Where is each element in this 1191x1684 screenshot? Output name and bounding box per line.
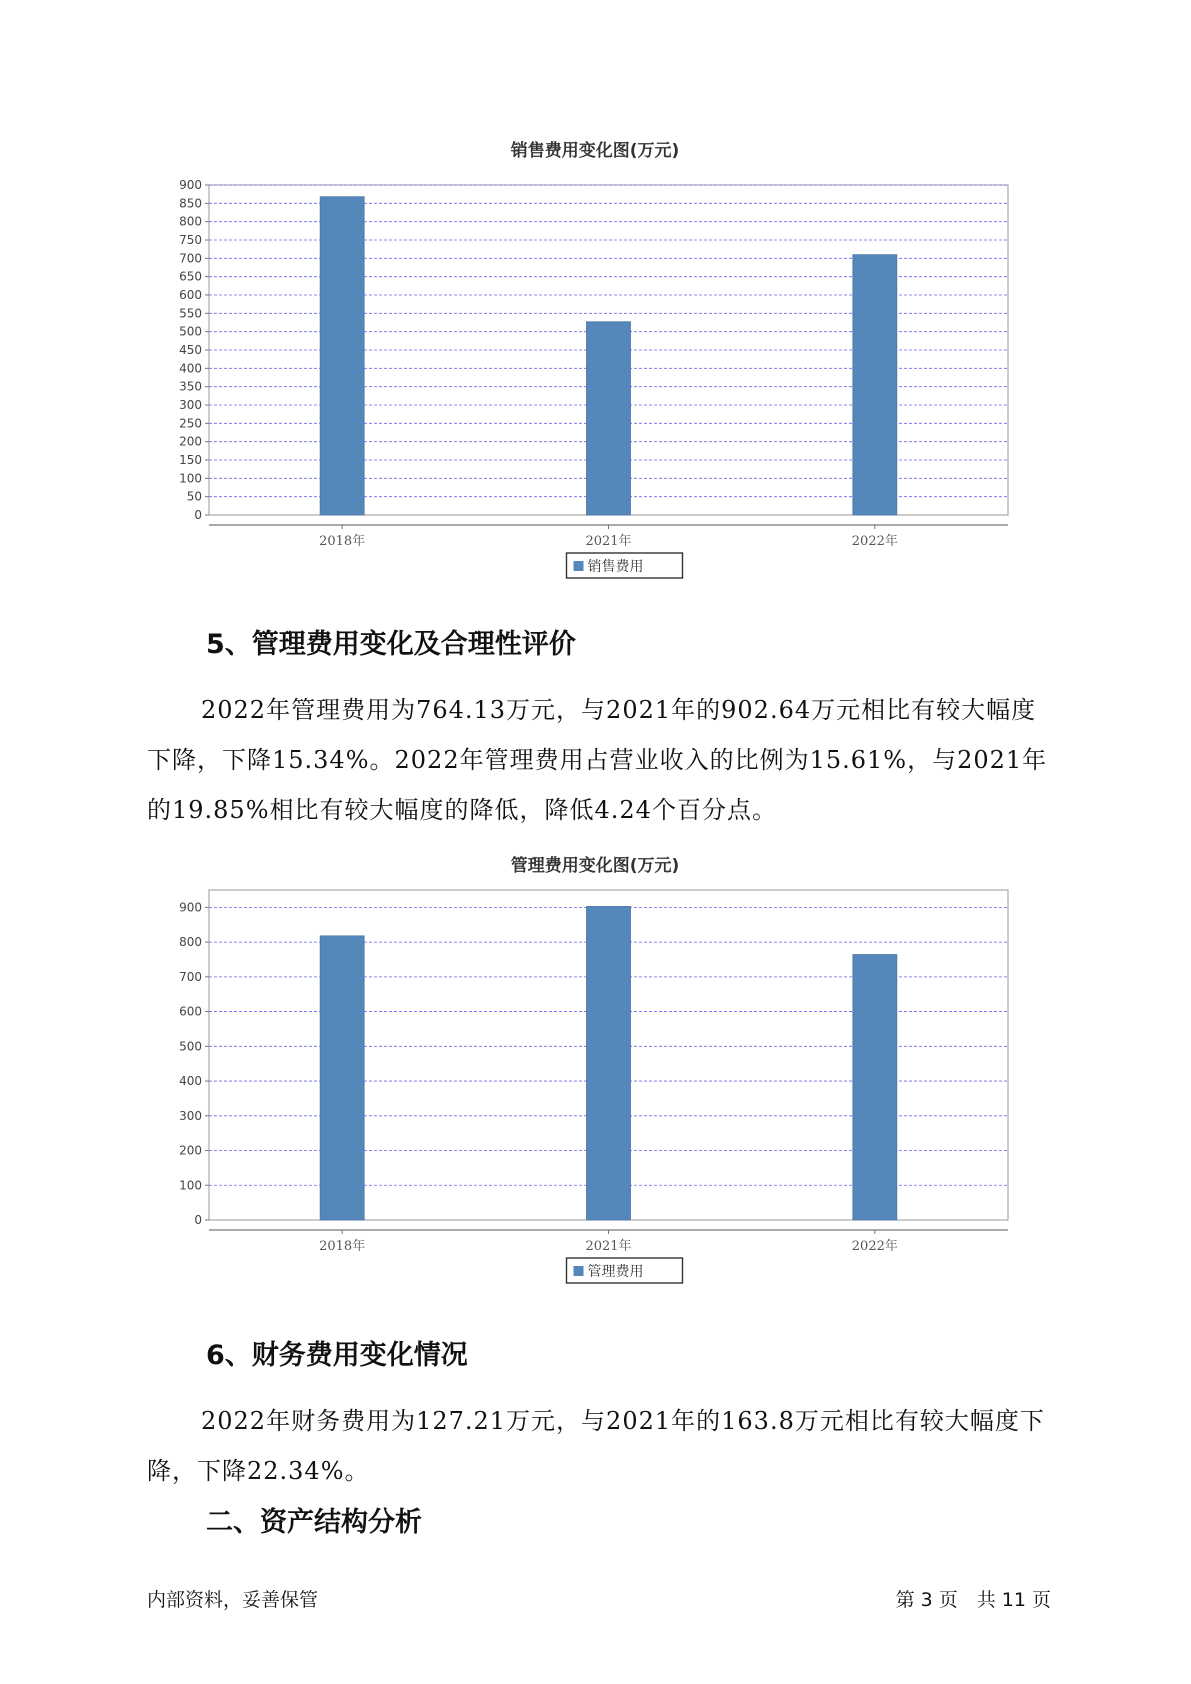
footer-confidential-note: 内部资料，妥善保管 — [147, 1589, 319, 1611]
x-tick-label: 2018年 — [319, 534, 366, 549]
legend-swatch — [574, 1266, 584, 1276]
bar — [853, 955, 897, 1220]
y-tick-label: 700 — [179, 969, 202, 984]
y-tick-label: 800 — [179, 935, 202, 950]
sales-expense-chart-svg — [0, 130, 1191, 600]
y-tick-label: 300 — [179, 1108, 202, 1123]
section-5-paragraph: 2022年管理费用为764.13万元，与2021年的902.64万元相比有较大幅度下降，下降15.34%。2022年管理费用占营业收入的比例为15.61%，与2021年的19.85%相比有较大幅度的降低，降低4.24个百分点。 — [147, 696, 1048, 824]
x-tick-label: 2021年 — [585, 1239, 632, 1254]
admin-expense-chart-svg — [0, 845, 1191, 1315]
section-6-paragraph: 2022年财务费用为127.21万元，与2021年的163.8万元相比有较大幅度下降，下降22.34%。 — [147, 1407, 1045, 1485]
y-tick-label: 0 — [194, 1213, 202, 1227]
x-tick-label: 2018年 — [319, 1239, 366, 1254]
y-tick-label: 550 — [179, 306, 202, 321]
chart-title: 销售费用变化图(万元) — [510, 141, 680, 161]
sales-expense-chart — [0, 130, 1191, 600]
y-tick-label: 350 — [179, 379, 202, 394]
x-tick-label: 2021年 — [585, 534, 632, 549]
bar — [587, 906, 631, 1220]
y-tick-label: 100 — [179, 1178, 202, 1193]
y-tick-label: 850 — [179, 196, 202, 211]
x-tick-label: 2022年 — [851, 1239, 898, 1254]
y-tick-label: 400 — [179, 361, 202, 376]
y-tick-label: 150 — [179, 453, 202, 467]
y-tick-label: 500 — [179, 324, 202, 339]
y-tick-label: 100 — [179, 471, 202, 486]
y-tick-label: 900 — [179, 900, 202, 915]
legend-label: 管理费用 — [587, 1264, 644, 1280]
y-tick-label: 800 — [179, 214, 202, 229]
y-tick-label: 200 — [179, 434, 202, 449]
section-2-heading: 二、资产结构分析 — [206, 1507, 422, 1538]
y-tick-label: 200 — [179, 1143, 202, 1158]
y-tick-label: 700 — [179, 251, 202, 266]
y-tick-label: 250 — [179, 416, 202, 431]
footer-page-number: 第 3 页 共 11 页 — [895, 1589, 1051, 1611]
y-tick-label: 400 — [179, 1074, 202, 1089]
bar — [320, 197, 364, 515]
y-tick-label: 600 — [179, 1004, 202, 1019]
y-tick-label: 450 — [179, 343, 202, 357]
admin-expense-chart — [0, 845, 1191, 1315]
y-tick-label: 600 — [179, 288, 202, 302]
x-tick-label: 2022年 — [851, 534, 898, 549]
bar — [587, 322, 631, 515]
y-tick-label: 900 — [179, 178, 202, 192]
legend-label: 销售费用 — [587, 559, 644, 575]
y-tick-label: 300 — [179, 398, 202, 412]
section-6-heading: 6、财务费用变化情况 — [206, 1340, 468, 1371]
y-tick-label: 750 — [179, 233, 202, 247]
y-tick-label: 0 — [194, 508, 202, 522]
section-5-heading: 5、管理费用变化及合理性评价 — [206, 629, 576, 660]
bar — [853, 255, 897, 515]
bar — [320, 936, 364, 1220]
chart-title: 管理费用变化图(万元) — [510, 856, 680, 876]
y-tick-label: 50 — [186, 489, 202, 504]
y-tick-label: 500 — [179, 1039, 202, 1054]
y-tick-label: 650 — [179, 269, 202, 284]
legend-swatch — [574, 561, 584, 571]
